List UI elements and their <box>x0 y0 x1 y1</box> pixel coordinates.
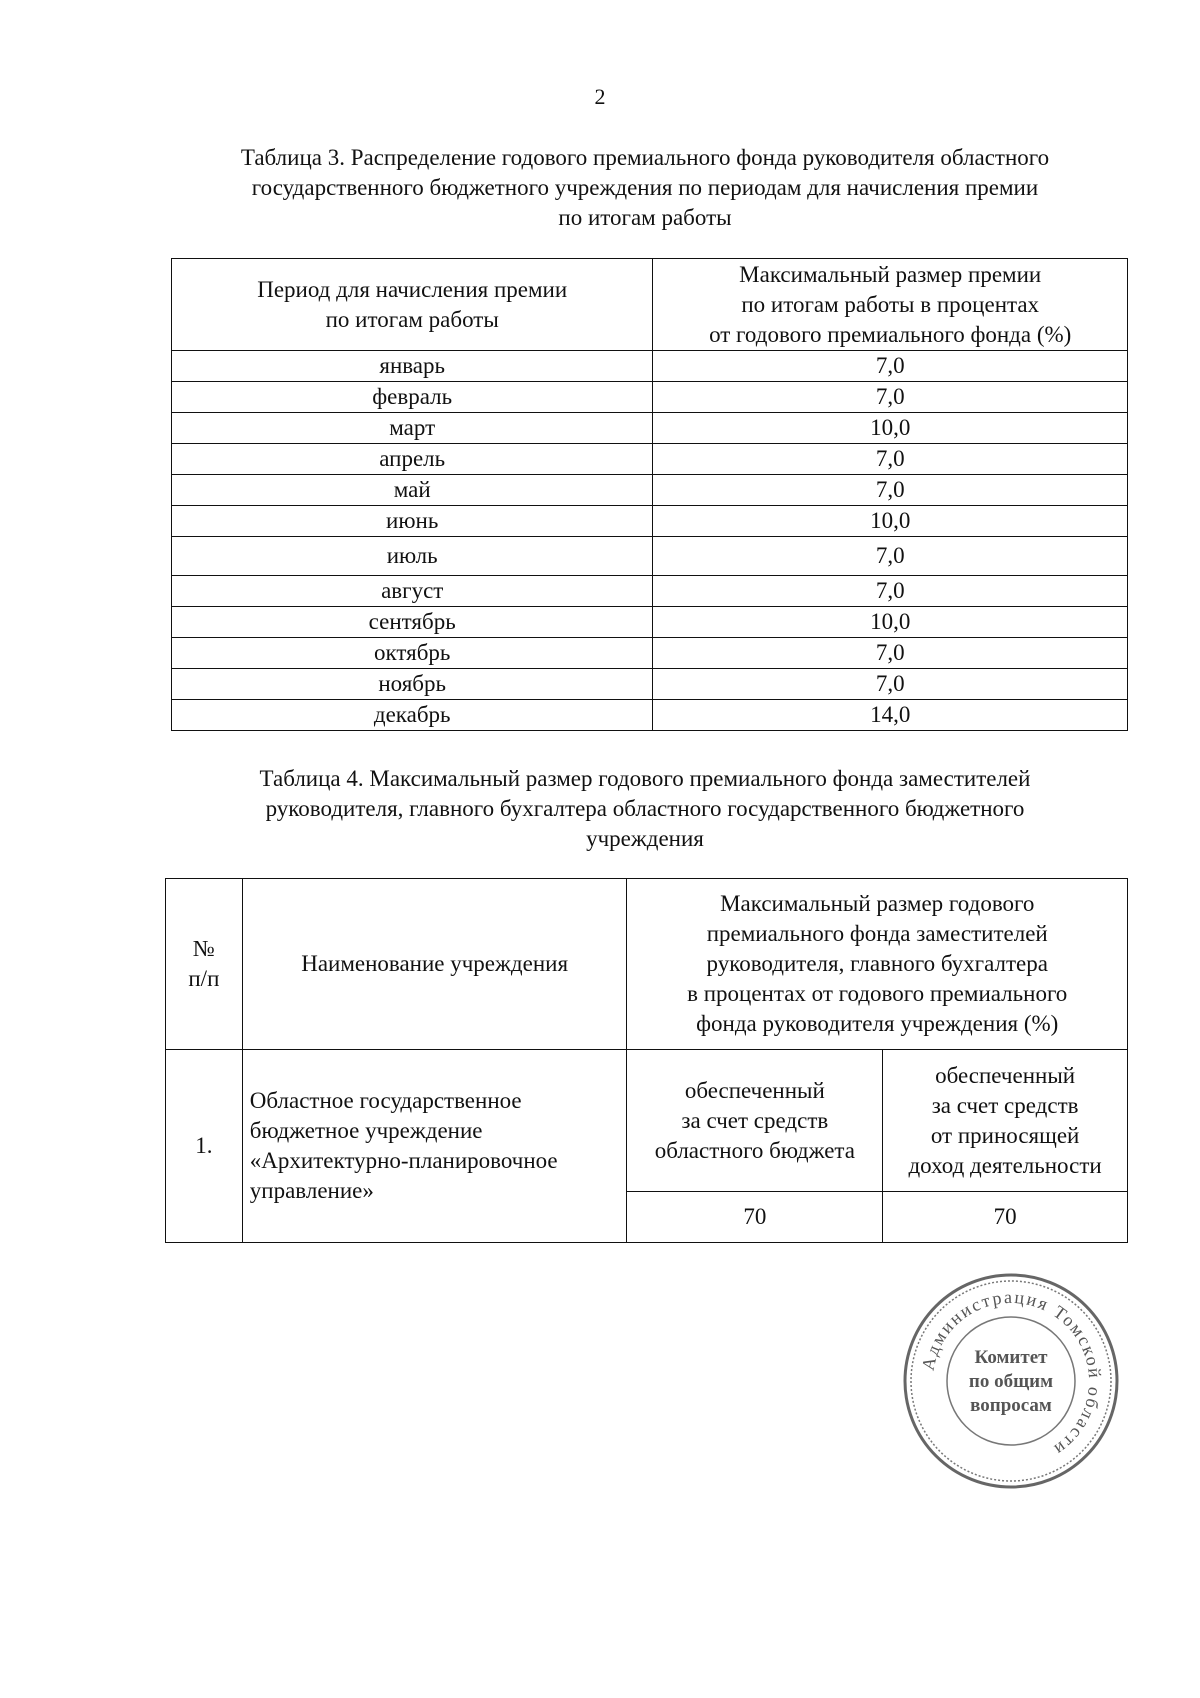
cell-line: обеспеченный <box>684 1077 825 1103</box>
header-line: премиального фонда заместителей <box>706 921 1048 946</box>
table-row <box>172 475 1128 506</box>
value-cell: 7,0 <box>653 669 1128 700</box>
value-cell: 14,0 <box>653 700 1128 731</box>
name-line: Областное государственное <box>249 1088 522 1113</box>
table4-caption <box>150 764 1140 854</box>
value-cell: 10,0 <box>653 413 1128 444</box>
name-line: бюджетное учреждение <box>249 1118 483 1143</box>
header-line: Максимальный размер годового <box>720 891 1035 916</box>
value-cell: 10,0 <box>653 607 1128 638</box>
header-line: от годового премиального фонда (%) <box>709 321 1072 347</box>
value-cell: 7,0 <box>653 444 1128 475</box>
value-cell: 10,0 <box>653 506 1128 537</box>
period-cell: декабрь <box>172 700 653 731</box>
period-cell: июнь <box>172 506 653 537</box>
regional-budget-header-cell <box>627 1050 883 1192</box>
table4-header-max-percent <box>627 879 1128 1050</box>
table3-caption-line: Таблица 3. Распределение годового премиального фонда руководителя областного <box>240 145 1050 170</box>
header-line: руководителя, главного бухгалтера <box>706 951 1048 976</box>
value-cell: 7,0 <box>653 475 1128 506</box>
cell-line: обеспеченный <box>935 1062 1076 1088</box>
header-line: Максимальный размер премии <box>739 261 1042 287</box>
page-number: 2 <box>594 84 606 109</box>
header-line: в процентах от годового премиального <box>687 981 1068 1006</box>
period-cell: февраль <box>172 382 653 413</box>
row-number-cell: 1. <box>166 1050 243 1243</box>
period-cell: август <box>172 576 653 607</box>
header-line: Период для начисления премии <box>257 276 568 302</box>
table4-caption-line: Таблица 4. Максимальный размер годового премиального фонда заместителей <box>259 766 1031 791</box>
table4-caption-line: руководителя, главного бухгалтера областного государственного бюджетного <box>265 796 1025 821</box>
header-line: п/п <box>188 966 220 991</box>
period-cell: октябрь <box>172 638 653 669</box>
table3-caption-line: государственного бюджетного учреждения по периодам для начисления премии <box>251 175 1039 200</box>
table3-caption-line: по итогам работы <box>558 205 732 230</box>
table3-header-period <box>172 259 653 351</box>
header-line: по итогам работы в процентах <box>741 291 1040 317</box>
cell-line: от приносящей <box>930 1122 1080 1148</box>
value-cell: 7,0 <box>653 351 1128 382</box>
period-cell: май <box>172 475 653 506</box>
value-cell: 7,0 <box>653 576 1128 607</box>
table-row <box>172 638 1128 669</box>
income-activity-header-cell <box>883 1050 1128 1192</box>
table3-bonus-distribution <box>171 258 1128 731</box>
table4-header-number <box>166 879 243 1050</box>
period-cell: сентябрь <box>172 607 653 638</box>
table3-caption <box>150 143 1140 233</box>
value-cell: 7,0 <box>653 537 1128 576</box>
table-row <box>166 1050 1128 1192</box>
income-activity-value-cell: 70 <box>883 1192 1128 1243</box>
table4-header-name: Наименование учреждения <box>242 879 627 1050</box>
period-cell: июль <box>172 537 653 576</box>
name-line: управление» <box>249 1178 374 1203</box>
institution-name-cell <box>242 1050 627 1243</box>
header-line: по итогам работы <box>325 306 499 332</box>
regional-budget-value-cell: 70 <box>627 1192 883 1243</box>
stamp-center-line: вопросам <box>970 1395 1052 1416</box>
stamp-ring-textpath: Администрация Томской области <box>917 1286 1106 1461</box>
header-line: фонда руководителя учреждения (%) <box>696 1011 1059 1036</box>
table-row <box>172 382 1128 413</box>
official-stamp-seal <box>901 1271 1121 1491</box>
cell-line: за счет средств <box>931 1092 1079 1118</box>
cell-line: доход деятельности <box>908 1152 1102 1178</box>
period-cell: март <box>172 413 653 444</box>
table-row <box>172 700 1128 731</box>
period-cell: апрель <box>172 444 653 475</box>
table3-header-max-percent <box>653 259 1128 351</box>
period-cell: ноябрь <box>172 669 653 700</box>
table-row <box>172 669 1128 700</box>
cell-line: областного бюджета <box>654 1137 855 1163</box>
table-row <box>172 537 1128 576</box>
name-line: «Архитектурно-планировочное <box>249 1148 558 1173</box>
table-row <box>172 607 1128 638</box>
table-row <box>172 351 1128 382</box>
header-line: № <box>192 936 215 961</box>
stamp-center-line: по общим <box>968 1371 1054 1392</box>
table4-caption-line: учреждения <box>586 826 704 851</box>
table-row <box>172 506 1128 537</box>
table-row <box>172 576 1128 607</box>
stamp-center-line: Комитет <box>974 1347 1048 1368</box>
table-row <box>172 413 1128 444</box>
period-cell: январь <box>172 351 653 382</box>
cell-line: за счет средств <box>681 1107 829 1133</box>
table4-deputy-bonus-fund <box>165 878 1128 1243</box>
table-row <box>172 444 1128 475</box>
value-cell: 7,0 <box>653 638 1128 669</box>
value-cell: 7,0 <box>653 382 1128 413</box>
